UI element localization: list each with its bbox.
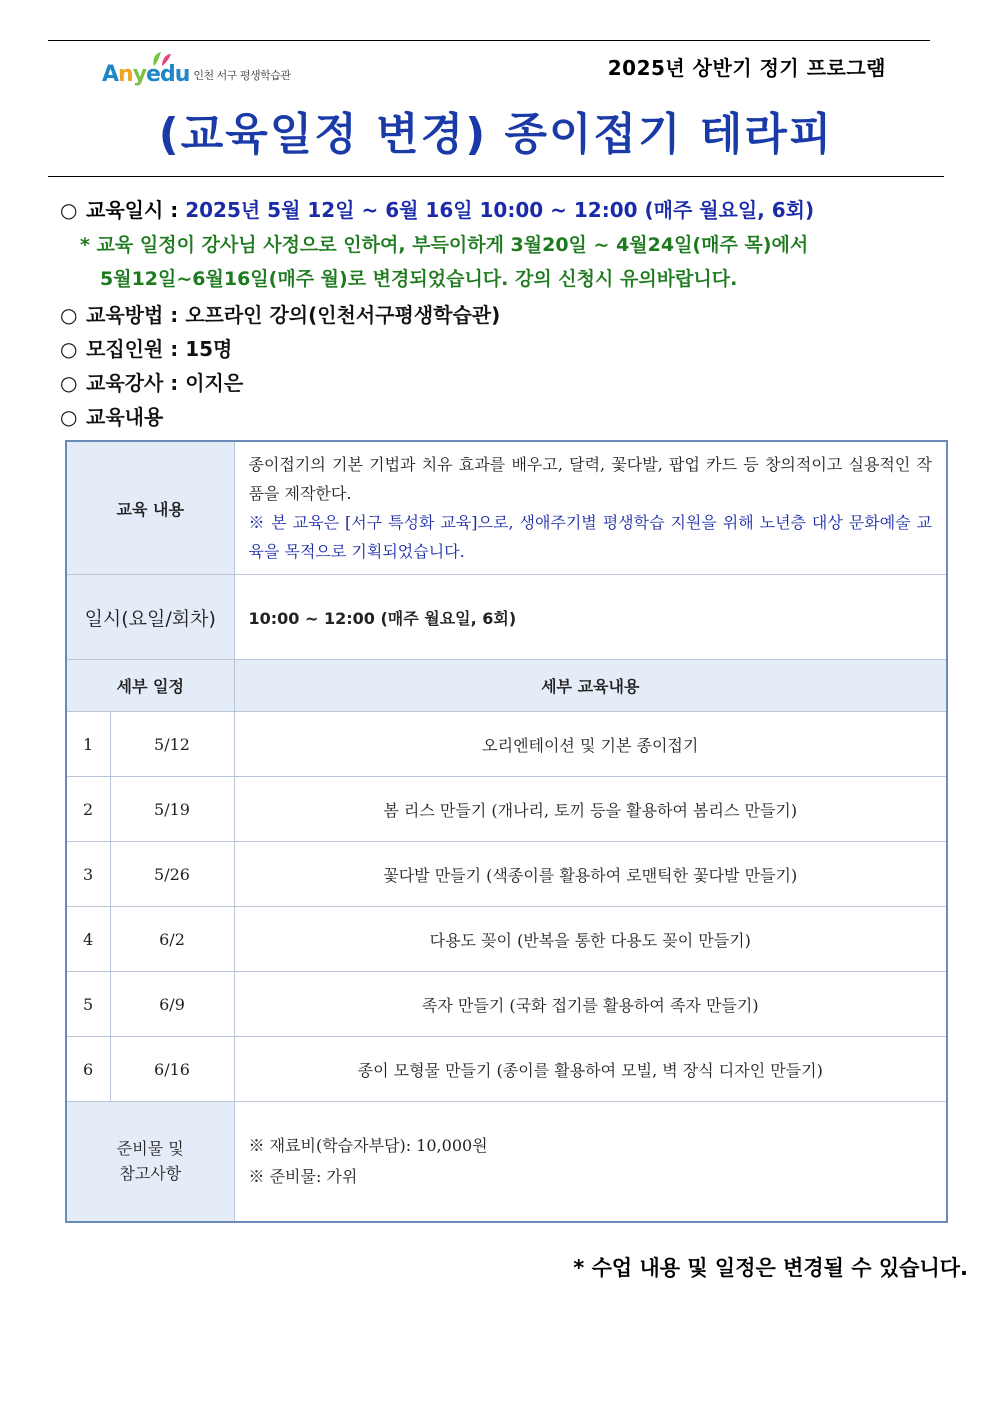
session-number: 2 [66,777,110,842]
session-content: 다용도 꽂이 (반복을 통한 다용도 꽂이 만들기) [234,907,947,972]
method-text: 교육방법 : 오프라인 강의(인천서구평생학습관) [86,303,501,327]
logo-letter-n: n [118,62,133,87]
session-content: 종이 모형물 만들기 (종이를 활용하여 모빌, 벽 장식 디자인 만들기) [234,1037,947,1102]
title-rule [48,176,944,177]
prep-head-line1: 준비물 및 [116,1139,184,1159]
schedule-table [65,440,948,1223]
capacity-text: 모집인원 : 15명 [86,337,233,361]
instructor-info [60,367,243,396]
bullet-icon: ○ [60,405,78,429]
prep-row [66,1102,947,1222]
schedule-label: 교육일시 : [86,198,186,222]
session-content: 봄 리스 만들기 (개나리, 토끼 등을 활용하여 봄리스 만들기) [234,777,947,842]
bullet-icon: ○ [60,198,78,222]
session-date: 6/2 [110,907,234,972]
session-date: 5/19 [110,777,234,842]
session-content: 꽃다발 만들기 (색종이를 활용하여 로맨틱한 꽃다발 만들기) [234,842,947,907]
prep-supplies: ※ 준비물: 가위 [248,1167,358,1187]
session-number: 1 [66,712,110,777]
prep-head-line2: 참고사항 [119,1164,182,1184]
schedule-info [60,194,814,223]
logo-leaf-icon [150,50,172,68]
table-row [66,777,947,842]
method-info [60,299,500,328]
schedule-change-notice-line2: 5월12일~6월16일(매주 월)로 변경되었습니다. 강의 신청시 유의바랍니다. [100,268,738,290]
detail-head-row [66,660,947,712]
time-row [66,575,947,660]
logo-subtitle: 인천 서구 평생학습관 [193,69,291,82]
table-row [66,972,947,1037]
table-row [66,1037,947,1102]
logo-letter-y: y [132,62,147,87]
logo-wordmark [102,64,189,86]
logo-letter-a: A [102,62,119,87]
session-date: 5/12 [110,712,234,777]
table-row [66,842,947,907]
content-note: ※ 본 교육은 [서구 특성화 교육]으로, 생애주기별 평생학습 지원을 위해 노년층 대상 문화예술 교육을 목적으로 기획되었습니다. [248,513,932,561]
content-info [60,401,163,430]
session-number: 3 [66,842,110,907]
content-head: 교육 내용 [66,441,234,575]
content-cell [234,441,947,575]
top-rule [48,40,930,41]
detail-schedule-head: 세부 일정 [66,660,234,712]
session-date: 6/16 [110,1037,234,1102]
content-row [66,441,947,575]
time-head: 일시(요일/회차) [66,575,234,660]
detail-content-head: 세부 교육내용 [234,660,947,712]
logo-letters-edu: edu [146,62,190,87]
schedule-value: 2025년 5월 12일 ~ 6월 16일 10:00 ~ 12:00 (매주 월요일, 6회) [185,198,815,222]
anyedu-logo [102,46,291,86]
table-row [66,712,947,777]
session-date: 6/9 [110,972,234,1037]
prep-cell [234,1102,947,1222]
capacity-info [60,333,232,362]
prep-material-fee: ※ 재료비(학습자부담): 10,000원 [248,1136,488,1156]
schedule-change-notice-line1: * 교육 일정이 강사님 사정으로 인하여, 부득이하게 3월20일 ~ 4월24일(매주 목)에서 [80,234,809,256]
session-content: 오리엔테이션 및 기본 종이접기 [234,712,947,777]
content-description: 종이접기의 기본 기법과 치유 효과를 배우고, 달력, 꽃다발, 팝업 카드 등 창의적이고 실용적인 작품을 제작한다. [248,455,932,503]
bullet-icon: ○ [60,303,78,327]
footer-note: * 수업 내용 및 일정은 변경될 수 있습니다. [573,1256,968,1280]
session-number: 4 [66,907,110,972]
table-row [66,907,947,972]
bullet-icon: ○ [60,371,78,395]
program-label: 2025년 상반기 정기 프로그램 [607,56,886,80]
page-title: (교육일정 변경) 종이접기 테라피 [158,109,834,160]
time-value: 10:00 ~ 12:00 (매주 월요일, 6회) [234,575,947,660]
prep-head [66,1102,234,1222]
bullet-icon: ○ [60,337,78,361]
content-label: 교육내용 [86,405,164,429]
instructor-text: 교육강사 : 이지은 [86,371,244,395]
session-content: 족자 만들기 (국화 접기를 활용하여 족자 만들기) [234,972,947,1037]
session-date: 5/26 [110,842,234,907]
session-number: 5 [66,972,110,1037]
session-number: 6 [66,1037,110,1102]
